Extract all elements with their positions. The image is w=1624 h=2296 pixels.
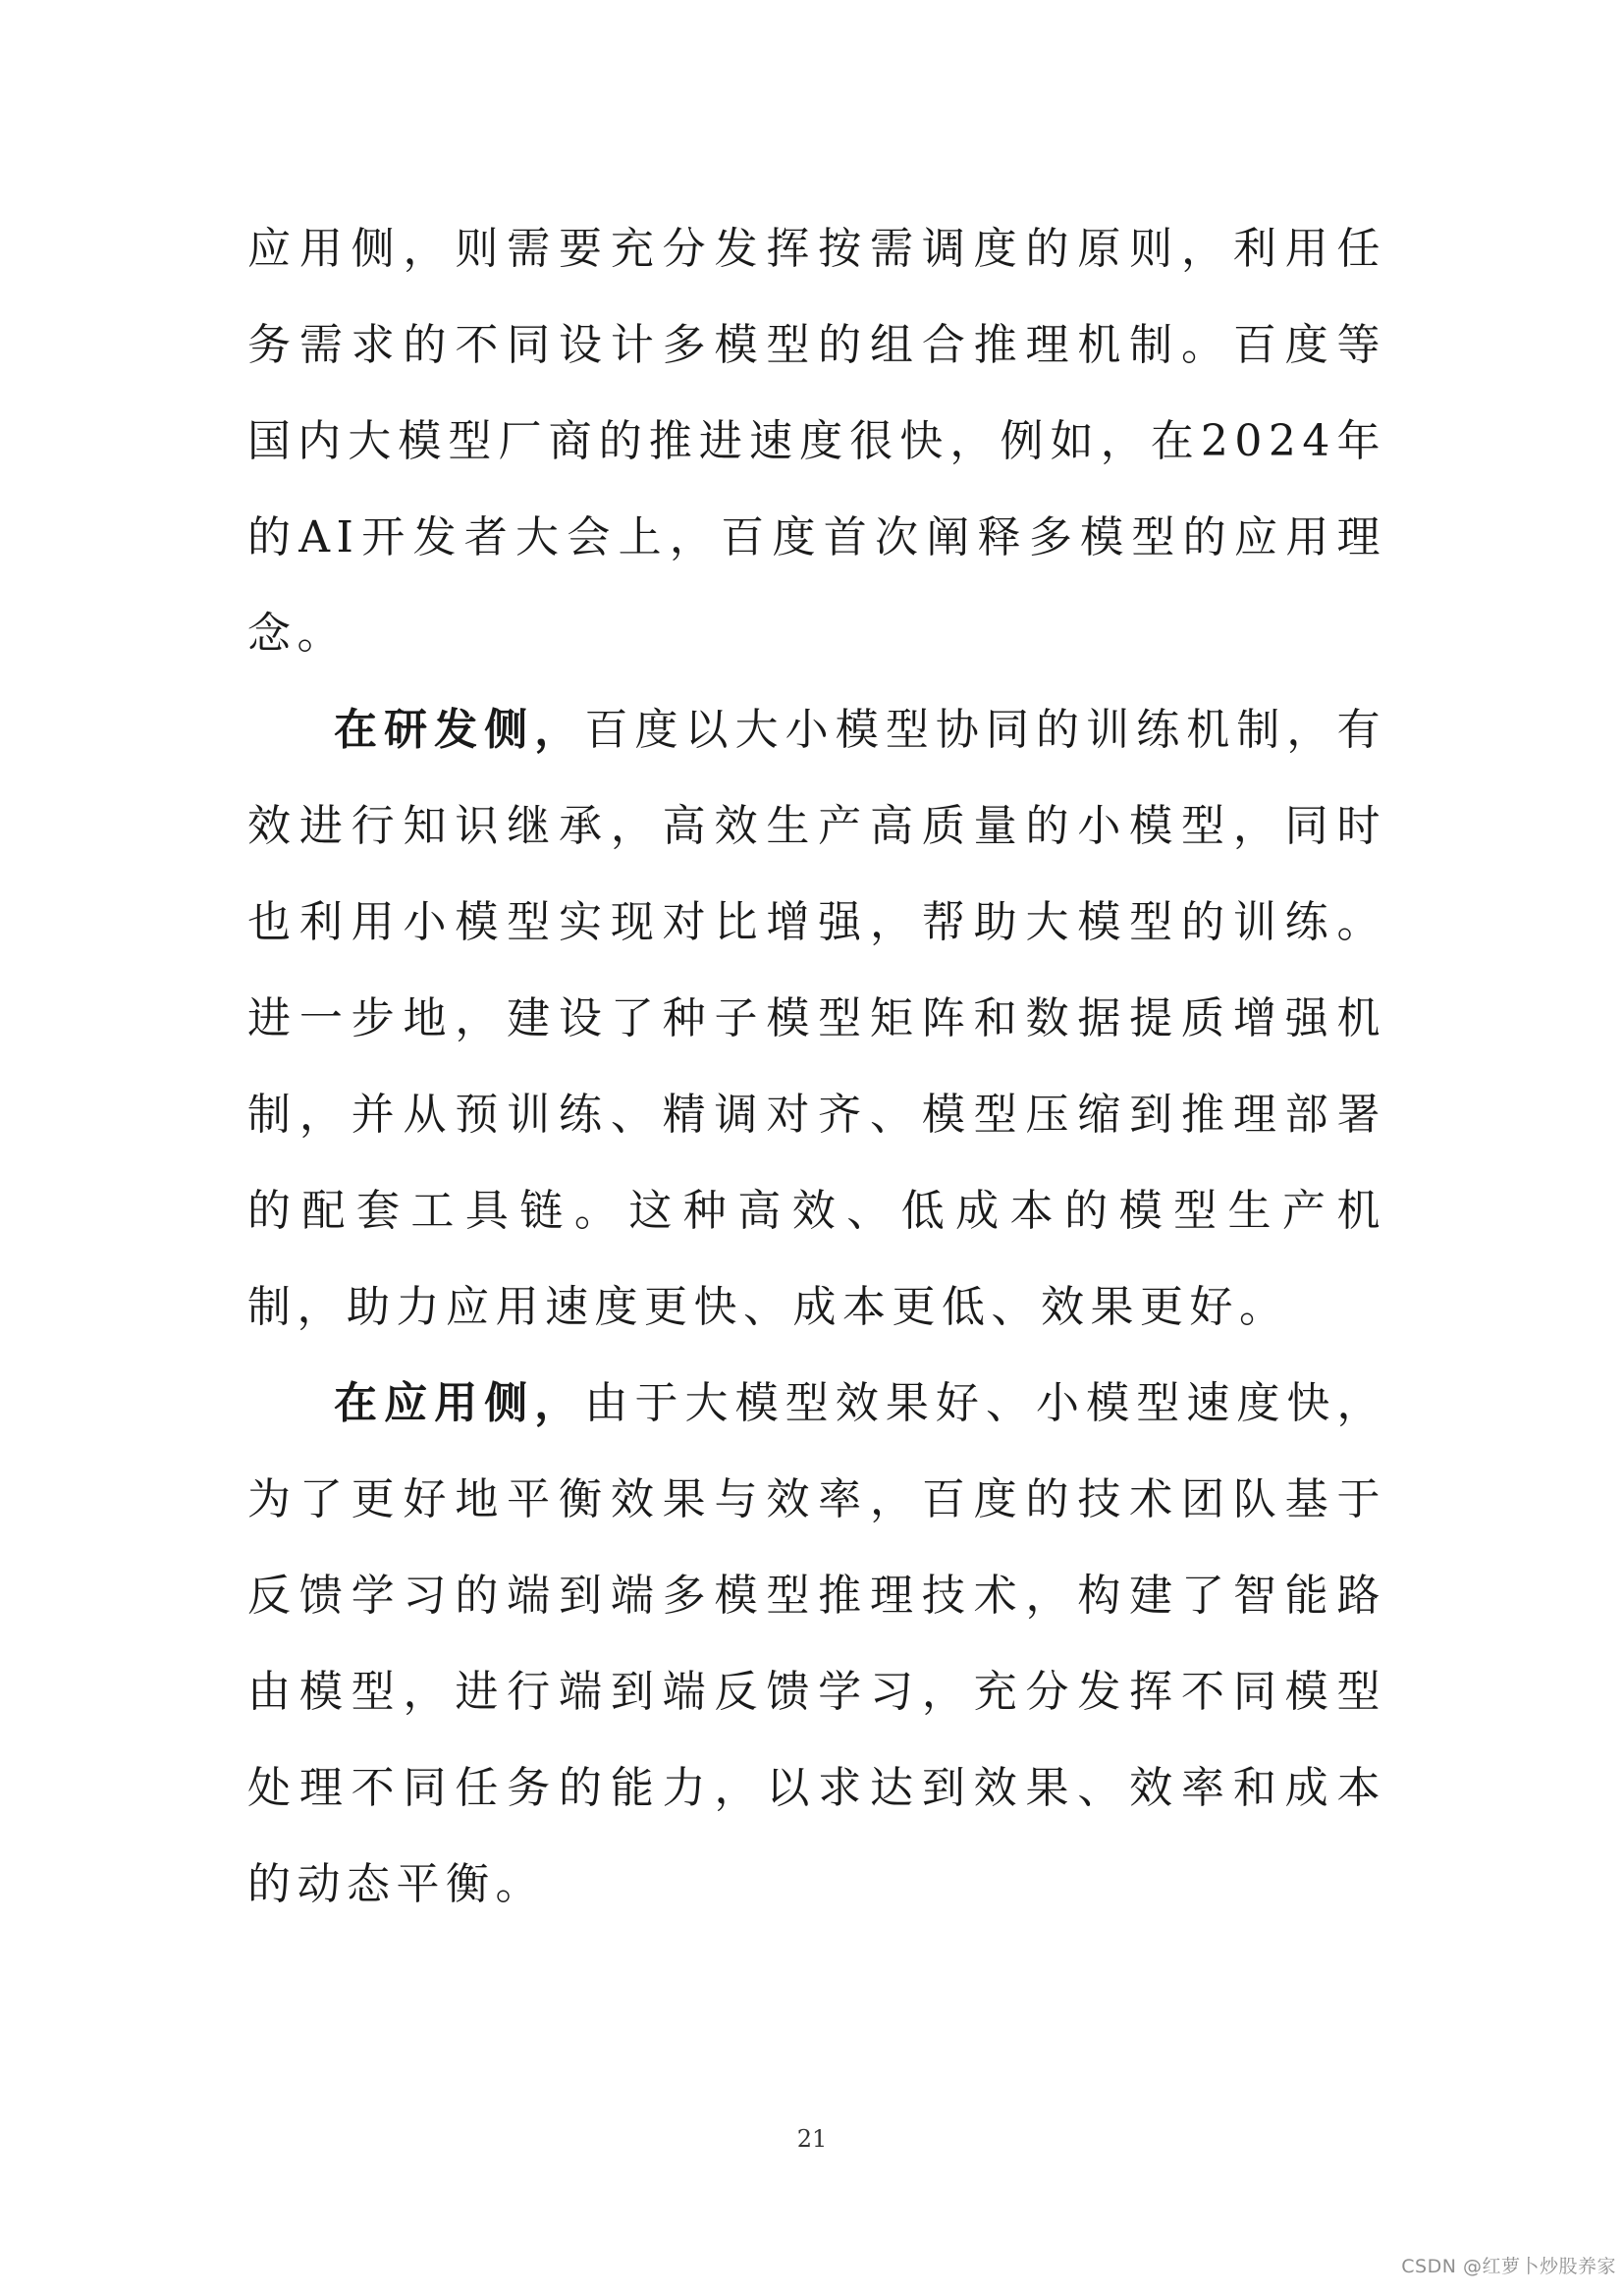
paragraph-3 — [247, 1356, 1386, 1933]
paragraph-2 — [247, 682, 1386, 1356]
document-body — [247, 201, 1386, 1933]
csdn-watermark: CSDN @红萝卜炒股养家 — [1401, 2256, 1616, 2277]
paragraph-1 — [247, 201, 1386, 682]
paragraph-1-text: 应用侧，则需要充分发挥按需调度的原则，利用任务需求的不同设计多模型的组合推理机制。百度等国内大模型厂商的推进速度很快，例如，在2024年的AI开发者大会上，百度首次阐释多模型的应用理念。 — [247, 224, 1386, 659]
paragraph-2-lead: 在研发侧， — [334, 705, 585, 755]
paragraph-2-text: 百度以大小模型协同的训练机制，有效进行知识继承，高效生产高质量的小模型，同时也利用小模型实现对比增强，帮助大模型的训练。进一步地，建设了种子模型矩阵和数据提质增强机制，并从预训练、精调对齐、模型压缩到推理部署的配套工具链。这种高效、低成本的模型生产机制，助力应用速度更快、成本更低、效果更好。 — [247, 705, 1386, 1332]
paragraph-3-lead: 在应用侧， — [334, 1378, 585, 1428]
paragraph-3-text: 由于大模型效果好、小模型速度快，为了更好地平衡效果与效率，百度的技术团队基于反馈学习的端到端多模型推理技术，构建了智能路由模型，进行端到端反馈学习，充分发挥不同模型处理不同任务的能力，以求达到效果、效率和成本的动态平衡。 — [247, 1378, 1386, 1909]
page-number: 21 — [796, 2125, 828, 2153]
